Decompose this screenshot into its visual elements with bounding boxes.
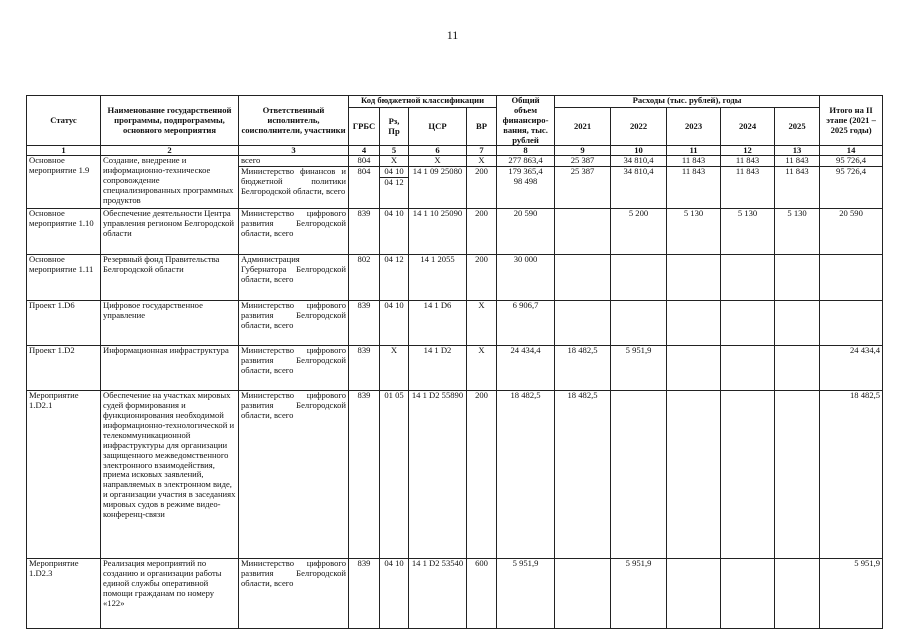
column-number: 11 xyxy=(667,146,721,156)
row-2023 xyxy=(667,255,721,301)
row-grbs: 839 xyxy=(349,391,380,559)
total-value: 179 365,4 xyxy=(497,166,554,177)
row-total: 6 906,7 xyxy=(497,301,555,346)
row-2022 xyxy=(611,156,667,209)
row-2025 xyxy=(775,391,820,559)
row-grbs xyxy=(349,156,380,209)
row-2023 xyxy=(667,301,721,346)
total-value: 277 863,4 xyxy=(508,155,543,166)
row-2023 xyxy=(667,391,721,559)
row-2022: 5 951,9 xyxy=(611,346,667,391)
row-csr xyxy=(409,156,467,209)
header-expenses: Расходы (тыс. рублей), годы xyxy=(555,96,820,108)
header-year-2021: 2021 xyxy=(555,107,611,146)
stage-value: 95 726,4 xyxy=(820,166,882,177)
row-2024: 5 130 xyxy=(721,209,775,255)
row-rzpr: 01 05 xyxy=(380,391,409,559)
year-value: 11 843 xyxy=(785,155,809,166)
row-2021 xyxy=(555,156,611,209)
row-grbs: 839 xyxy=(349,346,380,391)
header-year-2025: 2025 xyxy=(775,107,820,146)
row-vr: Х xyxy=(467,346,497,391)
row-responsible: Министерство цифрового развития Белгородской области, всего xyxy=(239,209,349,255)
grbs-value: 804 xyxy=(349,166,379,177)
row-2021 xyxy=(555,255,611,301)
header-total: Общий объем финансиро-вания, тыс. рублей xyxy=(497,96,555,146)
total-value: 98 498 xyxy=(513,176,538,187)
row-total xyxy=(497,156,555,209)
table-row xyxy=(27,346,883,391)
table-row xyxy=(27,255,883,301)
vr-value: Х xyxy=(478,155,485,166)
responsible-ministry: Министерство финансов и бюджетной политики Белгородской области, всего xyxy=(241,166,346,196)
csr-value: 14 1 09 25080 xyxy=(409,166,466,177)
row-name: Информационная инфраструктура xyxy=(101,346,239,391)
row-2023: 5 130 xyxy=(667,209,721,255)
column-number: 10 xyxy=(611,146,667,156)
row-2024 xyxy=(721,156,775,209)
budget-table xyxy=(26,95,883,629)
row-2022 xyxy=(611,301,667,346)
row-vr: Х xyxy=(467,301,497,346)
header-year-2022: 2022 xyxy=(611,107,667,146)
row-2025 xyxy=(775,301,820,346)
header-csr: ЦСР xyxy=(409,107,467,146)
row-2024 xyxy=(721,301,775,346)
row-csr: 14 1 D6 xyxy=(409,301,467,346)
header-stage-total: Итого на II этапе (2021 – 2025 годы) xyxy=(820,96,883,146)
header-name: Наименование государственной программы, подпрограммы, основного мероприятия xyxy=(101,96,239,146)
row-total: 18 482,5 xyxy=(497,391,555,559)
row-vr: 200 xyxy=(467,255,497,301)
row-grbs: 802 xyxy=(349,255,380,301)
row-2021 xyxy=(555,301,611,346)
row-2025 xyxy=(775,255,820,301)
row-2022: 5 200 xyxy=(611,209,667,255)
row-csr: 14 1 D2 53540 xyxy=(409,559,467,629)
column-number: 8 xyxy=(497,146,555,156)
row-2024 xyxy=(721,346,775,391)
vr-value: 200 xyxy=(467,166,496,177)
header-year-2024: 2024 xyxy=(721,107,775,146)
table-row xyxy=(27,301,883,346)
row-stage-total xyxy=(820,301,883,346)
row-grbs: 839 xyxy=(349,301,380,346)
row-name: Обеспечение на участках мировых судей формирования и функционирования необходимой информационно-технологической и телекоммуникационной инфраструктуры для организации защищенного межведомственного электронного взаимодействия, приема исковых заявлений, направляемых в электронном виде, и организации участия в заседаниях мировых судов в режиме видео-конференц-связи xyxy=(101,391,239,559)
header-budget-code: Код бюджетной классификации xyxy=(349,96,497,108)
row-vr: 200 xyxy=(467,391,497,559)
row-responsible: Министерство цифрового развития Белгородской области, всего xyxy=(239,559,349,629)
row-2024 xyxy=(721,391,775,559)
row-name: Резервный фонд Правительства Белгородской области xyxy=(101,255,239,301)
row-csr: 14 1 10 25090 xyxy=(409,209,467,255)
row-vr: 600 xyxy=(467,559,497,629)
row-rzpr: 04 10 xyxy=(380,209,409,255)
row-responsible: Министерство цифрового развития Белгородской области, всего xyxy=(239,301,349,346)
row-rzpr: Х xyxy=(380,346,409,391)
header-vr: ВР xyxy=(467,107,497,146)
row-vr xyxy=(467,156,497,209)
row-stage-total xyxy=(820,156,883,209)
year-value: 11 843 xyxy=(667,166,720,177)
row-2025 xyxy=(775,346,820,391)
responsible-total: всего xyxy=(241,155,261,166)
row-total: 30 000 xyxy=(497,255,555,301)
rzpr-value: Х xyxy=(390,155,398,166)
row-2021: 18 482,5 xyxy=(555,346,611,391)
row-csr: 14 1 2055 xyxy=(409,255,467,301)
table-row xyxy=(27,209,883,255)
table-row xyxy=(27,559,883,629)
row-grbs: 839 xyxy=(349,209,380,255)
column-number: 7 xyxy=(467,146,497,156)
row-2023 xyxy=(667,156,721,209)
header-rzpr: Рз, Пр xyxy=(380,107,409,146)
row-2023 xyxy=(667,559,721,629)
column-number: 9 xyxy=(555,146,611,156)
row-2022: 5 951,9 xyxy=(611,559,667,629)
row-stage-total: 20 590 xyxy=(820,209,883,255)
row-stage-total xyxy=(820,255,883,301)
column-number: 12 xyxy=(721,146,775,156)
row-total: 20 590 xyxy=(497,209,555,255)
column-number: 14 xyxy=(820,146,883,156)
row-2021 xyxy=(555,559,611,629)
column-number: 13 xyxy=(775,146,820,156)
row-grbs: 839 xyxy=(349,559,380,629)
year-value: 11 843 xyxy=(721,166,774,177)
row-status: Основное мероприятие 1.11 xyxy=(27,255,101,301)
row-rzpr: 04 10 xyxy=(380,559,409,629)
row-status: Проект 1.D2 xyxy=(27,346,101,391)
row-status: Основное мероприятие 1.10 xyxy=(27,209,101,255)
row-name: Обеспечение деятельности Центра управления регионом Белгородской области xyxy=(101,209,239,255)
row-2024 xyxy=(721,255,775,301)
table-row xyxy=(27,156,883,209)
header-grbs: ГРБС xyxy=(349,107,380,146)
table-row xyxy=(27,391,883,559)
row-responsible: Министерство цифрового развития Белгородской области, всего xyxy=(239,391,349,559)
row-status: Основное мероприятие 1.9 xyxy=(27,156,101,209)
row-stage-total: 18 482,5 xyxy=(820,391,883,559)
year-value: 25 387 xyxy=(570,155,595,166)
row-csr: 14 1 D2 xyxy=(409,346,467,391)
row-2025 xyxy=(775,156,820,209)
row-rzpr: 04 10 xyxy=(380,301,409,346)
row-responsible: Администрация Губернатора Белгородской области, всего xyxy=(239,255,349,301)
row-total: 24 434,4 xyxy=(497,346,555,391)
row-total: 5 951,9 xyxy=(497,559,555,629)
csr-value: Х xyxy=(434,155,441,166)
row-2023 xyxy=(667,346,721,391)
row-vr: 200 xyxy=(467,209,497,255)
year-value: 11 843 xyxy=(775,166,819,177)
row-csr: 14 1 D2 55890 xyxy=(409,391,467,559)
row-name: Реализация мероприятий по созданию и организации работы единой службы оперативной помощи гражданам по номеру «122» xyxy=(101,559,239,629)
row-2024 xyxy=(721,559,775,629)
year-value: 11 843 xyxy=(681,155,706,166)
column-number: 4 xyxy=(349,146,380,156)
row-status: Мероприятие 1.D2.1 xyxy=(27,391,101,559)
column-number: 1 xyxy=(27,146,101,156)
row-responsible: Министерство цифрового развития Белгородской области, всего xyxy=(239,346,349,391)
rzpr-value: 04 10 xyxy=(380,166,408,177)
year-value: 34 810,4 xyxy=(611,166,666,177)
column-number-row xyxy=(27,146,883,156)
row-status: Мероприятие 1.D2.3 xyxy=(27,559,101,629)
header-status: Статус xyxy=(27,96,101,146)
page-number: 11 xyxy=(446,28,459,42)
row-name: Создание, внедрение и информационно-техническое сопровождение специализированных программных продуктов xyxy=(101,156,239,209)
stage-value: 95 726,4 xyxy=(836,155,867,166)
row-rzpr xyxy=(380,156,409,209)
row-rzpr: 04 12 xyxy=(380,255,409,301)
row-2025 xyxy=(775,559,820,629)
year-value: 34 810,4 xyxy=(623,155,654,166)
header-responsible: Ответственный исполнитель, соисполнители, участники xyxy=(239,96,349,146)
row-name: Цифровое государственное управление xyxy=(101,301,239,346)
column-number: 3 xyxy=(239,146,349,156)
row-2025: 5 130 xyxy=(775,209,820,255)
row-2021: 18 482,5 xyxy=(555,391,611,559)
row-2021 xyxy=(555,209,611,255)
column-number: 6 xyxy=(409,146,467,156)
column-number: 2 xyxy=(101,146,239,156)
row-stage-total: 24 434,4 xyxy=(820,346,883,391)
row-stage-total: 5 951,9 xyxy=(820,559,883,629)
year-value: 25 387 xyxy=(555,166,610,177)
row-responsible xyxy=(239,156,349,209)
row-2022 xyxy=(611,391,667,559)
rzpr-value: 04 12 xyxy=(380,177,408,188)
grbs-value: 804 xyxy=(357,155,371,166)
year-value: 11 843 xyxy=(735,155,760,166)
header-year-2023: 2023 xyxy=(667,107,721,146)
column-number: 5 xyxy=(380,146,409,156)
row-status: Проект 1.D6 xyxy=(27,301,101,346)
row-2022 xyxy=(611,255,667,301)
